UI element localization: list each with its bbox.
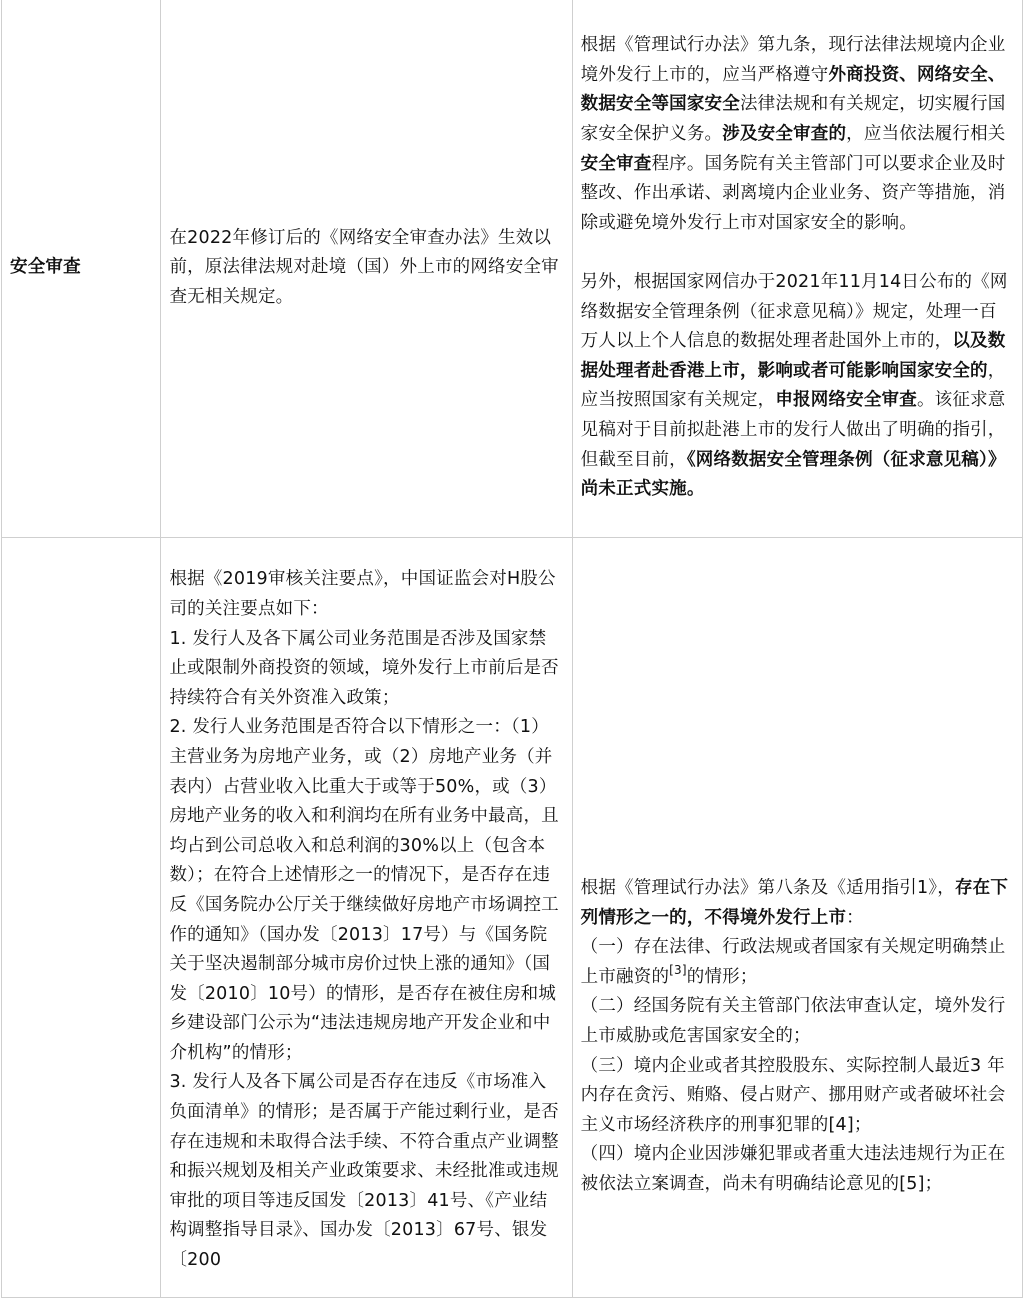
table-row-security-review [2,0,1023,538]
previous-rules-cell [161,538,572,1298]
bold-span: 申报网络安全审查 [775,390,917,411]
data-security-paragraph [581,268,1014,505]
bold-span: 涉及安全审查的 [722,124,847,145]
bold-span: 安全审查 [580,153,652,174]
prohibited-item-4: （四）境内企业因涉嫌犯罪或者重大违法违规行为正在被依法立案调查，尚未有明确结论意见的[5]； [580,1144,1006,1194]
text-span: ，应当按照国家有关规定， [580,360,1006,411]
text-span: ，应当依法履行相关 [846,124,1006,145]
text-span: 根据《管理试行办法》第九条，现行法律法规境内企业境外发行上市的，应当严格遵守 [580,35,1006,85]
paragraph-gap [581,238,1014,268]
review-point-2: 2. 发行人业务范围是否符合以下情形之一：（1）主营业务为房地产业务，或（2）房地产业务（并表内）占营业收入比重大于或等于50%，或（3）房地产业务的收入和利润均在所有业务中最高，且均占到公司总收入和总利润的30%以上（包含本数）；在符合上述情形之一的情况下，是否存在违反《国务院办公厅关于继续做好房地产市场调控工作的通知》（国办发〔2013〕17号）与《国务院关于坚决遏制部分城市房价过快上涨的通知》（国发〔2010〕10号）的情形，是否存在被住房和城乡建设部门公示为“违法违规房地产开发企业和中介机构”的情形； [169,717,559,1063]
article-9-paragraph [581,31,1014,238]
previous-rules-cell [161,0,572,538]
current-rules-cell [572,0,1022,538]
bold-span: 以及数据处理者赴香港上市，影响或者可能影响国家安全的 [580,331,1006,381]
table-row-prohibited-circumstances [2,538,1023,1298]
row-label [2,0,161,538]
review-point-1: 1. 发行人及各下属公司业务范围是否涉及国家禁止或限制外商投资的领域，境外发行上市前后是否持续符合有关外资准入政策； [169,628,559,708]
prohibited-item-1 [581,933,1014,992]
previous-rules-text: 在2022年修订后的《网络安全审查办法》生效以前，原法律法规对赴境（国）外上市的网络安全审查无相关规定。 [169,227,559,307]
bold-span: 外商投资、网络安全、数据安全等国家安全 [580,64,1006,115]
row-label [2,538,161,1298]
article-8-intro [581,874,1014,933]
prohibited-item-2: （二）经国务院有关主管部门依法审查认定，境外发行上市威胁或危害国家安全的； [580,996,1006,1046]
review-points-intro: 根据《2019审核关注要点》，中国证监会对H股公司的关注要点如下： [169,569,556,619]
text-span: （一）存在法律、行政法规或者国家有关规定明确禁止上市融资的 [580,937,1006,987]
text-span: 的情形； [686,966,758,987]
prohibited-item-3: （三）境内企业或者其控股股东、实际控制人最近3 年内存在贪污、贿赂、侵占财产、挪用财产或者破坏社会主义市场经济秩序的刑事犯罪的[4]； [580,1055,1006,1135]
bold-span: 存在下列情形之一的，不得境外发行上市 [580,878,1009,928]
text-span: 根据《管理试行办法》第八条及《适用指引1》， [580,878,955,898]
row-label-text: 安全审查 [10,257,81,278]
review-point-3: 3. 发行人及各下属公司是否存在违反《市场准入负面清单》的情形；是否属于产能过剩行业，是否存在违规和未取得合法手续、不符合重点产业调整和振兴规划及相关产业政策要求、未经批准或违规审批的项目等违反国发〔2013〕41号、《产业结构调整指导目录》、国办发〔2013〕67号、银发〔200 [169,1072,559,1271]
text-span: 程序。国务院有关主管部门可以要求企业及时整改、作出承诺、剥离境内企业业务、资产等措施，消除或避免境外发行上市对国家安全的影响。 [580,153,1006,233]
text-span: ： [846,907,864,928]
comparison-table [1,0,1023,1298]
text-span: 法律法规和有关规定，切实履行国家安全保护义务。 [580,94,1006,145]
bold-span: 《网络数据安全管理条例（征求意见稿）》尚未正式实施。 [580,449,1006,500]
current-rules-cell [572,538,1022,1298]
text-span: 另外，根据国家网信办于2021年11月14日公布的《网络数据安全管理条例（征求意见稿）》规定，处理一百万人以上个人信息的数据处理者赴国外上市的， [580,272,1008,352]
text-span: 。该征求意见稿对于目前拟赴港上市的发行人做出了明确的指引，但截至目前， [580,390,1006,470]
footnote-ref[interactable]: [3] [669,962,687,977]
